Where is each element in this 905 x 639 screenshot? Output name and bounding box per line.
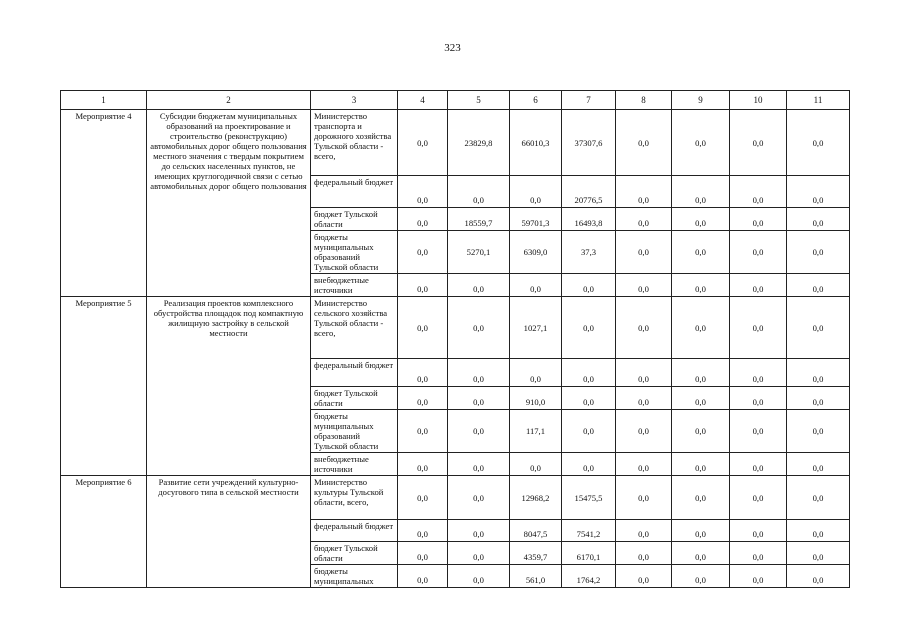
value-cell: 0,0 <box>672 476 730 520</box>
activity-description: Реализация проектов комплексного обустройства площадок под компактную жилищную застройку в сельской местности <box>147 297 311 476</box>
value-cell: 0,0 <box>510 176 562 208</box>
value-cell: 0,0 <box>672 542 730 565</box>
value-cell: 0,0 <box>510 453 562 476</box>
value-cell: 0,0 <box>730 387 787 410</box>
value-cell: 0,0 <box>787 453 850 476</box>
value-cell: 66010,3 <box>510 110 562 176</box>
value-cell: 0,0 <box>398 231 448 274</box>
value-cell: 0,0 <box>730 359 787 387</box>
column-header: 10 <box>730 91 787 110</box>
activity-description: Развитие сети учреждений культурно-досугового типа в сельской местности <box>147 476 311 588</box>
value-cell: 0,0 <box>787 410 850 453</box>
value-cell: 0,0 <box>398 387 448 410</box>
value-cell: 0,0 <box>398 476 448 520</box>
funding-source: федеральный бюджет <box>311 176 398 208</box>
funding-source: федеральный бюджет <box>311 520 398 542</box>
value-cell: 7541,2 <box>562 520 616 542</box>
value-cell: 0,0 <box>448 565 510 588</box>
activity-description: Субсидии бюджетам муниципальных образований на проектирование и строительство (реконструкцию) автомобильных дорог общего пользования местного значения с твердым покрытием до сельских населенных пунктов, не имеющих круглогодичной связи с сетью автомобильных дорог общего пользования <box>147 110 311 297</box>
value-cell: 12968,2 <box>510 476 562 520</box>
value-cell: 0,0 <box>787 176 850 208</box>
value-cell: 1764,2 <box>562 565 616 588</box>
value-cell: 0,0 <box>616 208 672 231</box>
funding-source: бюджет Тульской области <box>311 208 398 231</box>
value-cell: 0,0 <box>672 565 730 588</box>
value-cell: 23829,8 <box>448 110 510 176</box>
value-cell: 0,0 <box>672 297 730 359</box>
value-cell: 0,0 <box>730 110 787 176</box>
value-cell: 0,0 <box>787 231 850 274</box>
value-cell: 0,0 <box>730 542 787 565</box>
value-cell: 0,0 <box>616 297 672 359</box>
value-cell: 0,0 <box>616 520 672 542</box>
value-cell: 0,0 <box>672 387 730 410</box>
value-cell: 1027,1 <box>510 297 562 359</box>
value-cell: 0,0 <box>398 520 448 542</box>
value-cell: 0,0 <box>448 297 510 359</box>
value-cell: 0,0 <box>562 453 616 476</box>
value-cell: 0,0 <box>730 208 787 231</box>
value-cell: 0,0 <box>616 110 672 176</box>
value-cell: 59701,3 <box>510 208 562 231</box>
funding-source: бюджет Тульской области <box>311 542 398 565</box>
value-cell: 8047,5 <box>510 520 562 542</box>
value-cell: 20776,5 <box>562 176 616 208</box>
page-number: 323 <box>444 42 461 54</box>
value-cell: 4359,7 <box>510 542 562 565</box>
value-cell: 0,0 <box>448 542 510 565</box>
value-cell: 117,1 <box>510 410 562 453</box>
table-row <box>61 297 850 359</box>
value-cell: 0,0 <box>787 297 850 359</box>
value-cell: 0,0 <box>672 410 730 453</box>
value-cell: 0,0 <box>398 208 448 231</box>
value-cell: 0,0 <box>730 410 787 453</box>
value-cell: 0,0 <box>562 297 616 359</box>
value-cell: 6309,0 <box>510 231 562 274</box>
value-cell: 0,0 <box>787 274 850 297</box>
value-cell: 0,0 <box>730 274 787 297</box>
value-cell: 0,0 <box>616 359 672 387</box>
value-cell: 37,3 <box>562 231 616 274</box>
value-cell: 0,0 <box>448 410 510 453</box>
value-cell: 0,0 <box>398 565 448 588</box>
value-cell: 0,0 <box>398 453 448 476</box>
value-cell: 0,0 <box>562 359 616 387</box>
value-cell: 0,0 <box>562 274 616 297</box>
value-cell: 0,0 <box>730 565 787 588</box>
value-cell: 0,0 <box>448 359 510 387</box>
activity-name: Мероприятие 5 <box>61 297 147 476</box>
column-header: 8 <box>616 91 672 110</box>
value-cell: 561,0 <box>510 565 562 588</box>
value-cell: 0,0 <box>510 359 562 387</box>
value-cell: 0,0 <box>616 542 672 565</box>
value-cell: 0,0 <box>448 387 510 410</box>
value-cell: 0,0 <box>398 542 448 565</box>
value-cell: 0,0 <box>672 231 730 274</box>
value-cell: 0,0 <box>787 565 850 588</box>
value-cell: 0,0 <box>448 520 510 542</box>
funding-source: Министерство транспорта и дорожного хозяйства Тульской области - всего, <box>311 110 398 176</box>
funding-table <box>60 90 850 588</box>
funding-source: внебюджетные источники <box>311 274 398 297</box>
value-cell: 0,0 <box>787 542 850 565</box>
value-cell: 0,0 <box>448 274 510 297</box>
value-cell: 6170,1 <box>562 542 616 565</box>
value-cell: 0,0 <box>562 387 616 410</box>
value-cell: 0,0 <box>398 110 448 176</box>
value-cell: 0,0 <box>616 453 672 476</box>
value-cell: 0,0 <box>448 453 510 476</box>
funding-source: бюджеты муниципальных <box>311 565 398 588</box>
value-cell: 0,0 <box>672 176 730 208</box>
column-header: 4 <box>398 91 448 110</box>
value-cell: 0,0 <box>398 274 448 297</box>
column-header: 5 <box>448 91 510 110</box>
activity-name: Мероприятие 4 <box>61 110 147 297</box>
value-cell: 0,0 <box>672 110 730 176</box>
value-cell: 0,0 <box>730 297 787 359</box>
funding-source: внебюджетные источники <box>311 453 398 476</box>
value-cell: 0,0 <box>510 274 562 297</box>
value-cell: 0,0 <box>787 387 850 410</box>
value-cell: 0,0 <box>616 476 672 520</box>
table-row <box>61 476 850 520</box>
value-cell: 18559,7 <box>448 208 510 231</box>
column-header: 9 <box>672 91 730 110</box>
funding-source: Министерство культуры Тульской области, всего, <box>311 476 398 520</box>
value-cell: 0,0 <box>398 297 448 359</box>
value-cell: 0,0 <box>672 520 730 542</box>
table-row <box>61 110 850 176</box>
column-header: 6 <box>510 91 562 110</box>
value-cell: 0,0 <box>672 453 730 476</box>
value-cell: 5270,1 <box>448 231 510 274</box>
value-cell: 0,0 <box>616 176 672 208</box>
value-cell: 37307,6 <box>562 110 616 176</box>
value-cell: 0,0 <box>787 110 850 176</box>
column-header: 7 <box>562 91 616 110</box>
value-cell: 0,0 <box>616 274 672 297</box>
header-row <box>61 91 850 110</box>
value-cell: 15475,5 <box>562 476 616 520</box>
value-cell: 0,0 <box>448 476 510 520</box>
value-cell: 910,0 <box>510 387 562 410</box>
value-cell: 0,0 <box>448 176 510 208</box>
value-cell: 16493,8 <box>562 208 616 231</box>
value-cell: 0,0 <box>562 410 616 453</box>
value-cell: 0,0 <box>730 520 787 542</box>
funding-source: федеральный бюджет <box>311 359 398 387</box>
value-cell: 0,0 <box>398 410 448 453</box>
value-cell: 0,0 <box>730 453 787 476</box>
value-cell: 0,0 <box>787 520 850 542</box>
value-cell: 0,0 <box>398 176 448 208</box>
value-cell: 0,0 <box>787 476 850 520</box>
value-cell: 0,0 <box>616 565 672 588</box>
value-cell: 0,0 <box>616 410 672 453</box>
value-cell: 0,0 <box>787 208 850 231</box>
funding-source: Министерство сельского хозяйства Тульской области - всего, <box>311 297 398 359</box>
column-header: 2 <box>147 91 311 110</box>
funding-source: бюджеты муниципальных образований Тульской области <box>311 231 398 274</box>
value-cell: 0,0 <box>672 359 730 387</box>
column-header: 3 <box>311 91 398 110</box>
value-cell: 0,0 <box>672 274 730 297</box>
funding-source: бюджет Тульской области <box>311 387 398 410</box>
activity-name: Мероприятие 6 <box>61 476 147 588</box>
value-cell: 0,0 <box>398 359 448 387</box>
value-cell: 0,0 <box>616 231 672 274</box>
value-cell: 0,0 <box>672 208 730 231</box>
funding-source: бюджеты муниципальных образований Тульской области <box>311 410 398 453</box>
value-cell: 0,0 <box>730 476 787 520</box>
value-cell: 0,0 <box>730 231 787 274</box>
column-header: 11 <box>787 91 850 110</box>
column-header: 1 <box>61 91 147 110</box>
value-cell: 0,0 <box>787 359 850 387</box>
value-cell: 0,0 <box>730 176 787 208</box>
value-cell: 0,0 <box>616 387 672 410</box>
